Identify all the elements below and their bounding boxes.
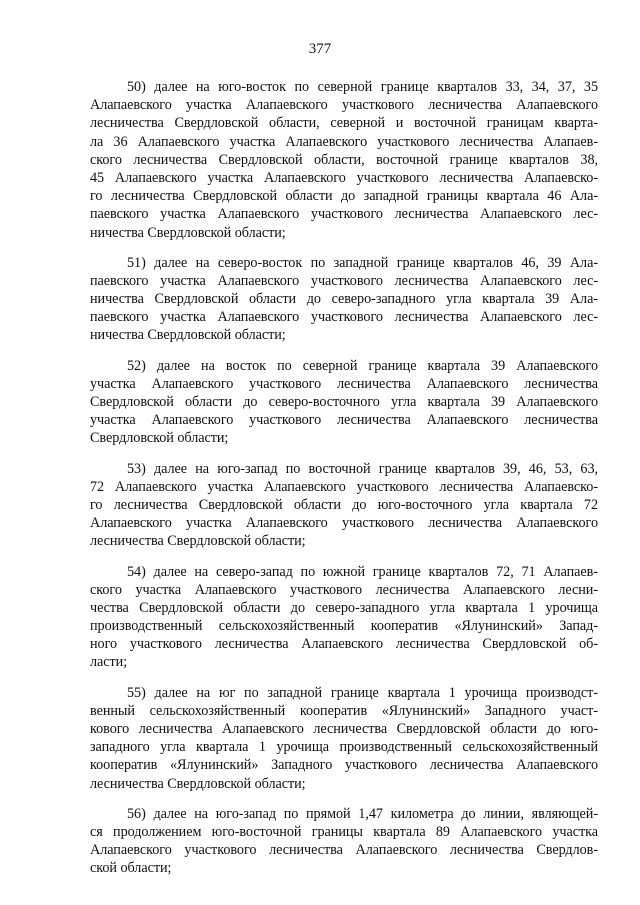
text-line: ничества Свердловской области; [90, 224, 286, 241]
paragraph [90, 254, 598, 345]
text-line: лесничества Свердловской области; [90, 533, 306, 550]
text-line: чества Свердловской области до северо-западного угла квартала 1 урочища [90, 599, 598, 616]
text-line: участка Алапаевского участкового лесничества Алапаевского лесничества [90, 412, 598, 429]
paragraph [90, 357, 598, 448]
text-line: кового лесничества Алапаевского лесничества Свердловской области до юго- [90, 721, 598, 737]
text-line: ного участкового лесничества Алапаевского лесничества Свердловской об- [90, 636, 598, 653]
paragraph [90, 805, 598, 878]
paragraph [90, 563, 598, 672]
text-line: Алапаевского участка Алапаевского участкового лесничества Алапаевского [90, 97, 598, 114]
text-line: ского участка Алапаевского участкового лесничества Алапаевского лесни- [90, 581, 598, 598]
text-line: 56) далее на юго-запад по прямой 1,47 километра до линии, являющей- [127, 805, 598, 822]
text-line: Свердловской области до северо-восточного угла квартала 39 Алапаевского [90, 394, 598, 410]
text-line: паевского участка Алапаевского участкового лесничества Алапаевского лес- [90, 206, 598, 223]
text-line: кооператив «Ялунинский» Западного участкового лесничества Алапаевского [90, 757, 598, 774]
text-line: ла 36 Алапаевского участка Алапаевского участкового лесничества Алапаев- [90, 133, 598, 150]
text-line: 52) далее на восток по северной границе квартала 39 Алапаевского [127, 357, 598, 374]
text-line: производственный сельскохозяйственный кооператив «Ялунинский» Запад- [90, 618, 598, 635]
text-line: Алапаевского участкового лесничества Алапаевского лесничества Свердлов- [90, 842, 598, 859]
text-line: 54) далее на северо-запад по южной границе кварталов 72, 71 Алапаев- [127, 563, 598, 580]
text-line: участка Алапаевского участкового лесничества Алапаевского лесничества [90, 375, 598, 392]
text-line: лесничества Свердловской области, северной и восточной границам кварта- [90, 115, 598, 132]
paragraph [90, 684, 598, 793]
text-line: го лесничества Свердловской области до западной границы квартала 46 Ала- [90, 188, 598, 205]
text-line: 72 Алапаевского участка Алапаевского участкового лесничества Алапаевско- [90, 478, 598, 495]
text-line: паевского участка Алапаевского участкового лесничества Алапаевского лес- [90, 272, 598, 289]
text-line: ского лесничества Свердловской области, восточной границе кварталов 38, [90, 151, 598, 168]
paragraph [90, 460, 598, 551]
text-line: ся продолжением юго-восточной границы квартала 89 Алапаевского участка [90, 823, 598, 840]
text-line: ничества Свердловской области; [90, 327, 286, 344]
document-body [90, 78, 598, 890]
text-line: Алапаевского участка Алапаевского участкового лесничества Алапаевского [90, 515, 598, 532]
text-line: венный сельскохозяйственный кооператив «Ялунинский» Западного участ- [90, 702, 598, 719]
text-line: Свердловской области; [90, 430, 229, 447]
text-line: западного угла квартала 1 урочища производственный сельскохозяйственный [90, 739, 598, 756]
text-line: 55) далее на юг по западной границе квартала 1 урочища производст- [127, 684, 598, 701]
text-line: ской области; [90, 860, 172, 877]
paragraph [90, 78, 598, 242]
text-line: 53) далее на юго-запад по восточной границе кварталов 39, 46, 53, 63, [127, 460, 598, 477]
text-line: 51) далее на северо-восток по западной границе кварталов 46, 39 Ала- [127, 254, 598, 271]
text-line: го лесничества Свердловской области до юго-восточного угла квартала 72 [90, 496, 598, 513]
page-number: 377 [308, 41, 332, 57]
text-line: 50) далее на юго-восток по северной границе кварталов 33, 34, 37, 35 [127, 79, 598, 95]
text-line: 45 Алапаевского участка Алапаевского участкового лесничества Алапаевско- [90, 169, 598, 186]
text-line: паевского участка Алапаевского участкового лесничества Алапаевского лес- [90, 309, 598, 326]
text-line: ничества Свердловской области до северо-западного угла квартала 39 Ала- [90, 291, 598, 308]
text-line: ласти; [90, 654, 128, 671]
text-line: лесничества Свердловской области; [90, 775, 306, 792]
